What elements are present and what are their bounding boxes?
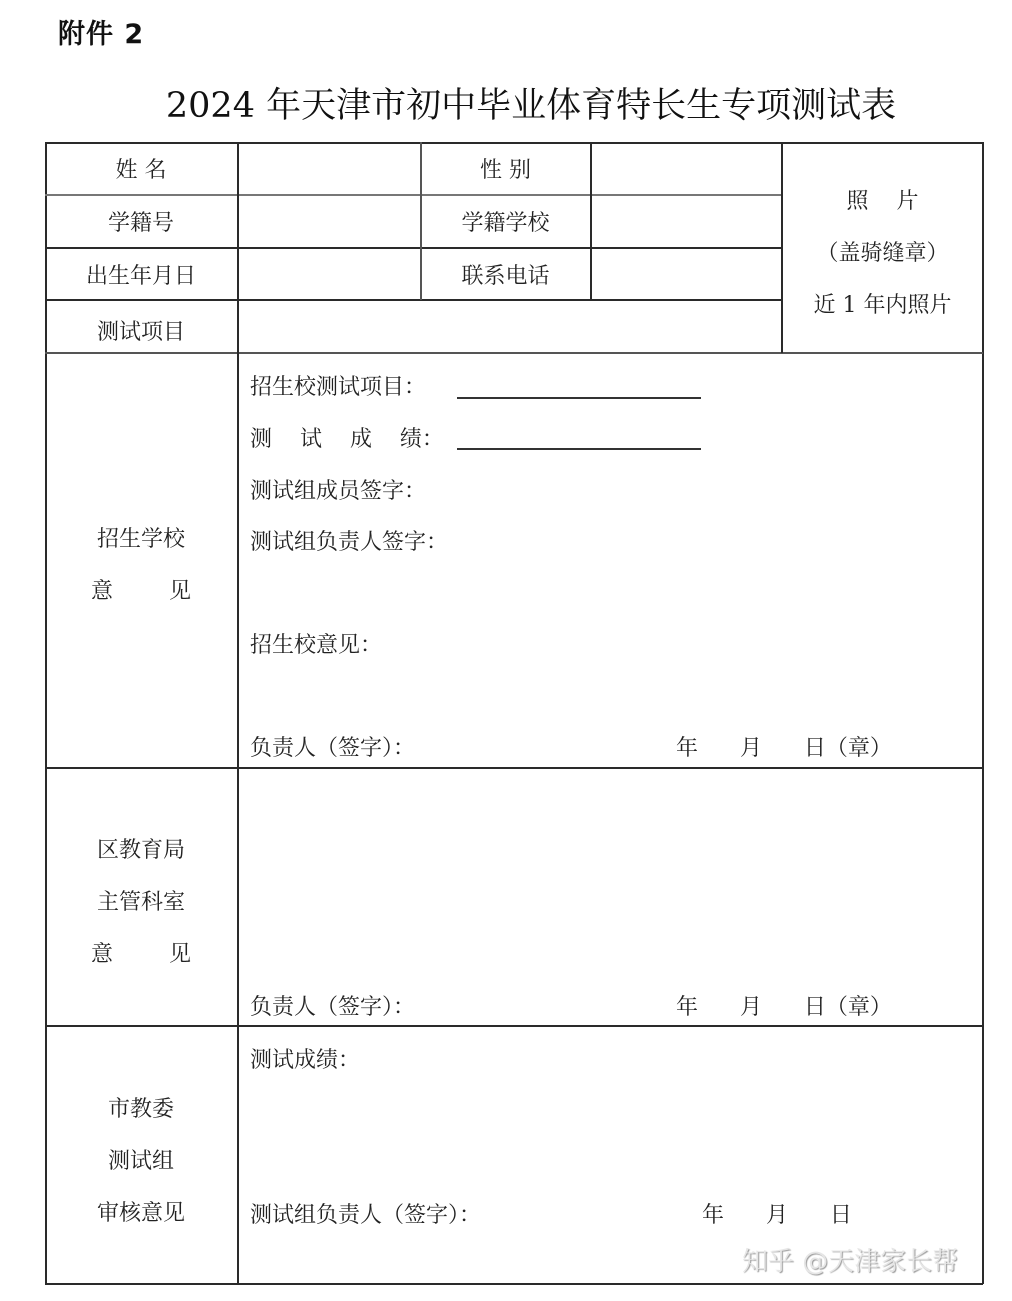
section-divider <box>45 1025 983 1027</box>
district-bureau-label <box>45 825 237 981</box>
attachment-label: 附件 2 <box>58 19 145 50</box>
leader-sign-label: 测试组负责人签字： <box>250 530 449 555</box>
photo-label: 照 片 <box>846 189 919 214</box>
test-form-table <box>45 142 983 1284</box>
watermark: 知乎 @天津家长帮 <box>742 1247 959 1277</box>
birthdate-label: 出生年月日 <box>85 263 196 289</box>
section-divider <box>45 767 983 769</box>
test-item-field[interactable] <box>239 301 780 351</box>
test-item-label: 测试项目 <box>96 319 185 345</box>
phone-label: 联系电话 <box>461 263 550 289</box>
table-border-right <box>982 142 984 1284</box>
gender-label: 性 别 <box>480 157 531 183</box>
district-bureau-label-line1: 区教育局 <box>96 838 185 863</box>
district-responsible-sign-label: 负责人（签字）： <box>250 995 416 1020</box>
school-opinion-label: 招生校意见： <box>250 633 383 658</box>
admission-test-item-blank[interactable] <box>457 397 701 399</box>
admission-school-label-line1: 招生学校 <box>96 527 185 552</box>
gender-field[interactable] <box>592 144 780 194</box>
district-date-stamp: 年 月 日（章） <box>676 995 892 1020</box>
table-border-bottom <box>45 1283 983 1285</box>
city-leader-sign-label: 测试组负责人（签字）： <box>250 1203 482 1228</box>
admission-responsible-sign-label: 负责人（签字）： <box>250 736 416 761</box>
admission-date-stamp: 年 月 日（章） <box>676 736 892 761</box>
name-label: 姓 名 <box>115 157 167 183</box>
member-sign-label: 测试组成员签字： <box>250 479 427 504</box>
admission-test-item-label: 招生校测试项目： <box>250 375 427 400</box>
city-commission-label-line3: 审核意见 <box>96 1201 185 1226</box>
name-field[interactable] <box>239 144 419 194</box>
district-bureau-label-line2: 主管科室 <box>96 890 185 915</box>
admission-test-score-label: 测 试 成 绩： <box>250 427 444 452</box>
school-label: 学籍学校 <box>461 210 550 236</box>
city-commission-label-line1: 市教委 <box>107 1097 174 1122</box>
photo-recent-note: 近 1 年内照片 <box>813 293 952 318</box>
city-commission-label <box>45 1084 237 1240</box>
city-test-score-label: 测试成绩： <box>250 1048 361 1073</box>
page-title: 2024 年天津市初中毕业体育特长生专项测试表 <box>165 86 897 126</box>
student-id-field[interactable] <box>239 196 419 246</box>
school-field[interactable] <box>592 196 780 246</box>
city-date: 年 月 日 <box>702 1203 852 1228</box>
student-id-label: 学籍号 <box>107 210 174 236</box>
district-bureau-label-line3: 意 见 <box>91 942 191 967</box>
admission-test-score-blank[interactable] <box>457 448 701 450</box>
admission-school-label-line2: 意 见 <box>91 579 191 604</box>
city-commission-label-line2: 测试组 <box>107 1149 174 1174</box>
admission-school-label <box>45 514 237 618</box>
photo-box[interactable] <box>783 176 982 332</box>
birthdate-field[interactable] <box>239 249 419 299</box>
phone-field[interactable] <box>592 249 780 299</box>
photo-seal-note: （盖骑缝章） <box>816 241 949 266</box>
